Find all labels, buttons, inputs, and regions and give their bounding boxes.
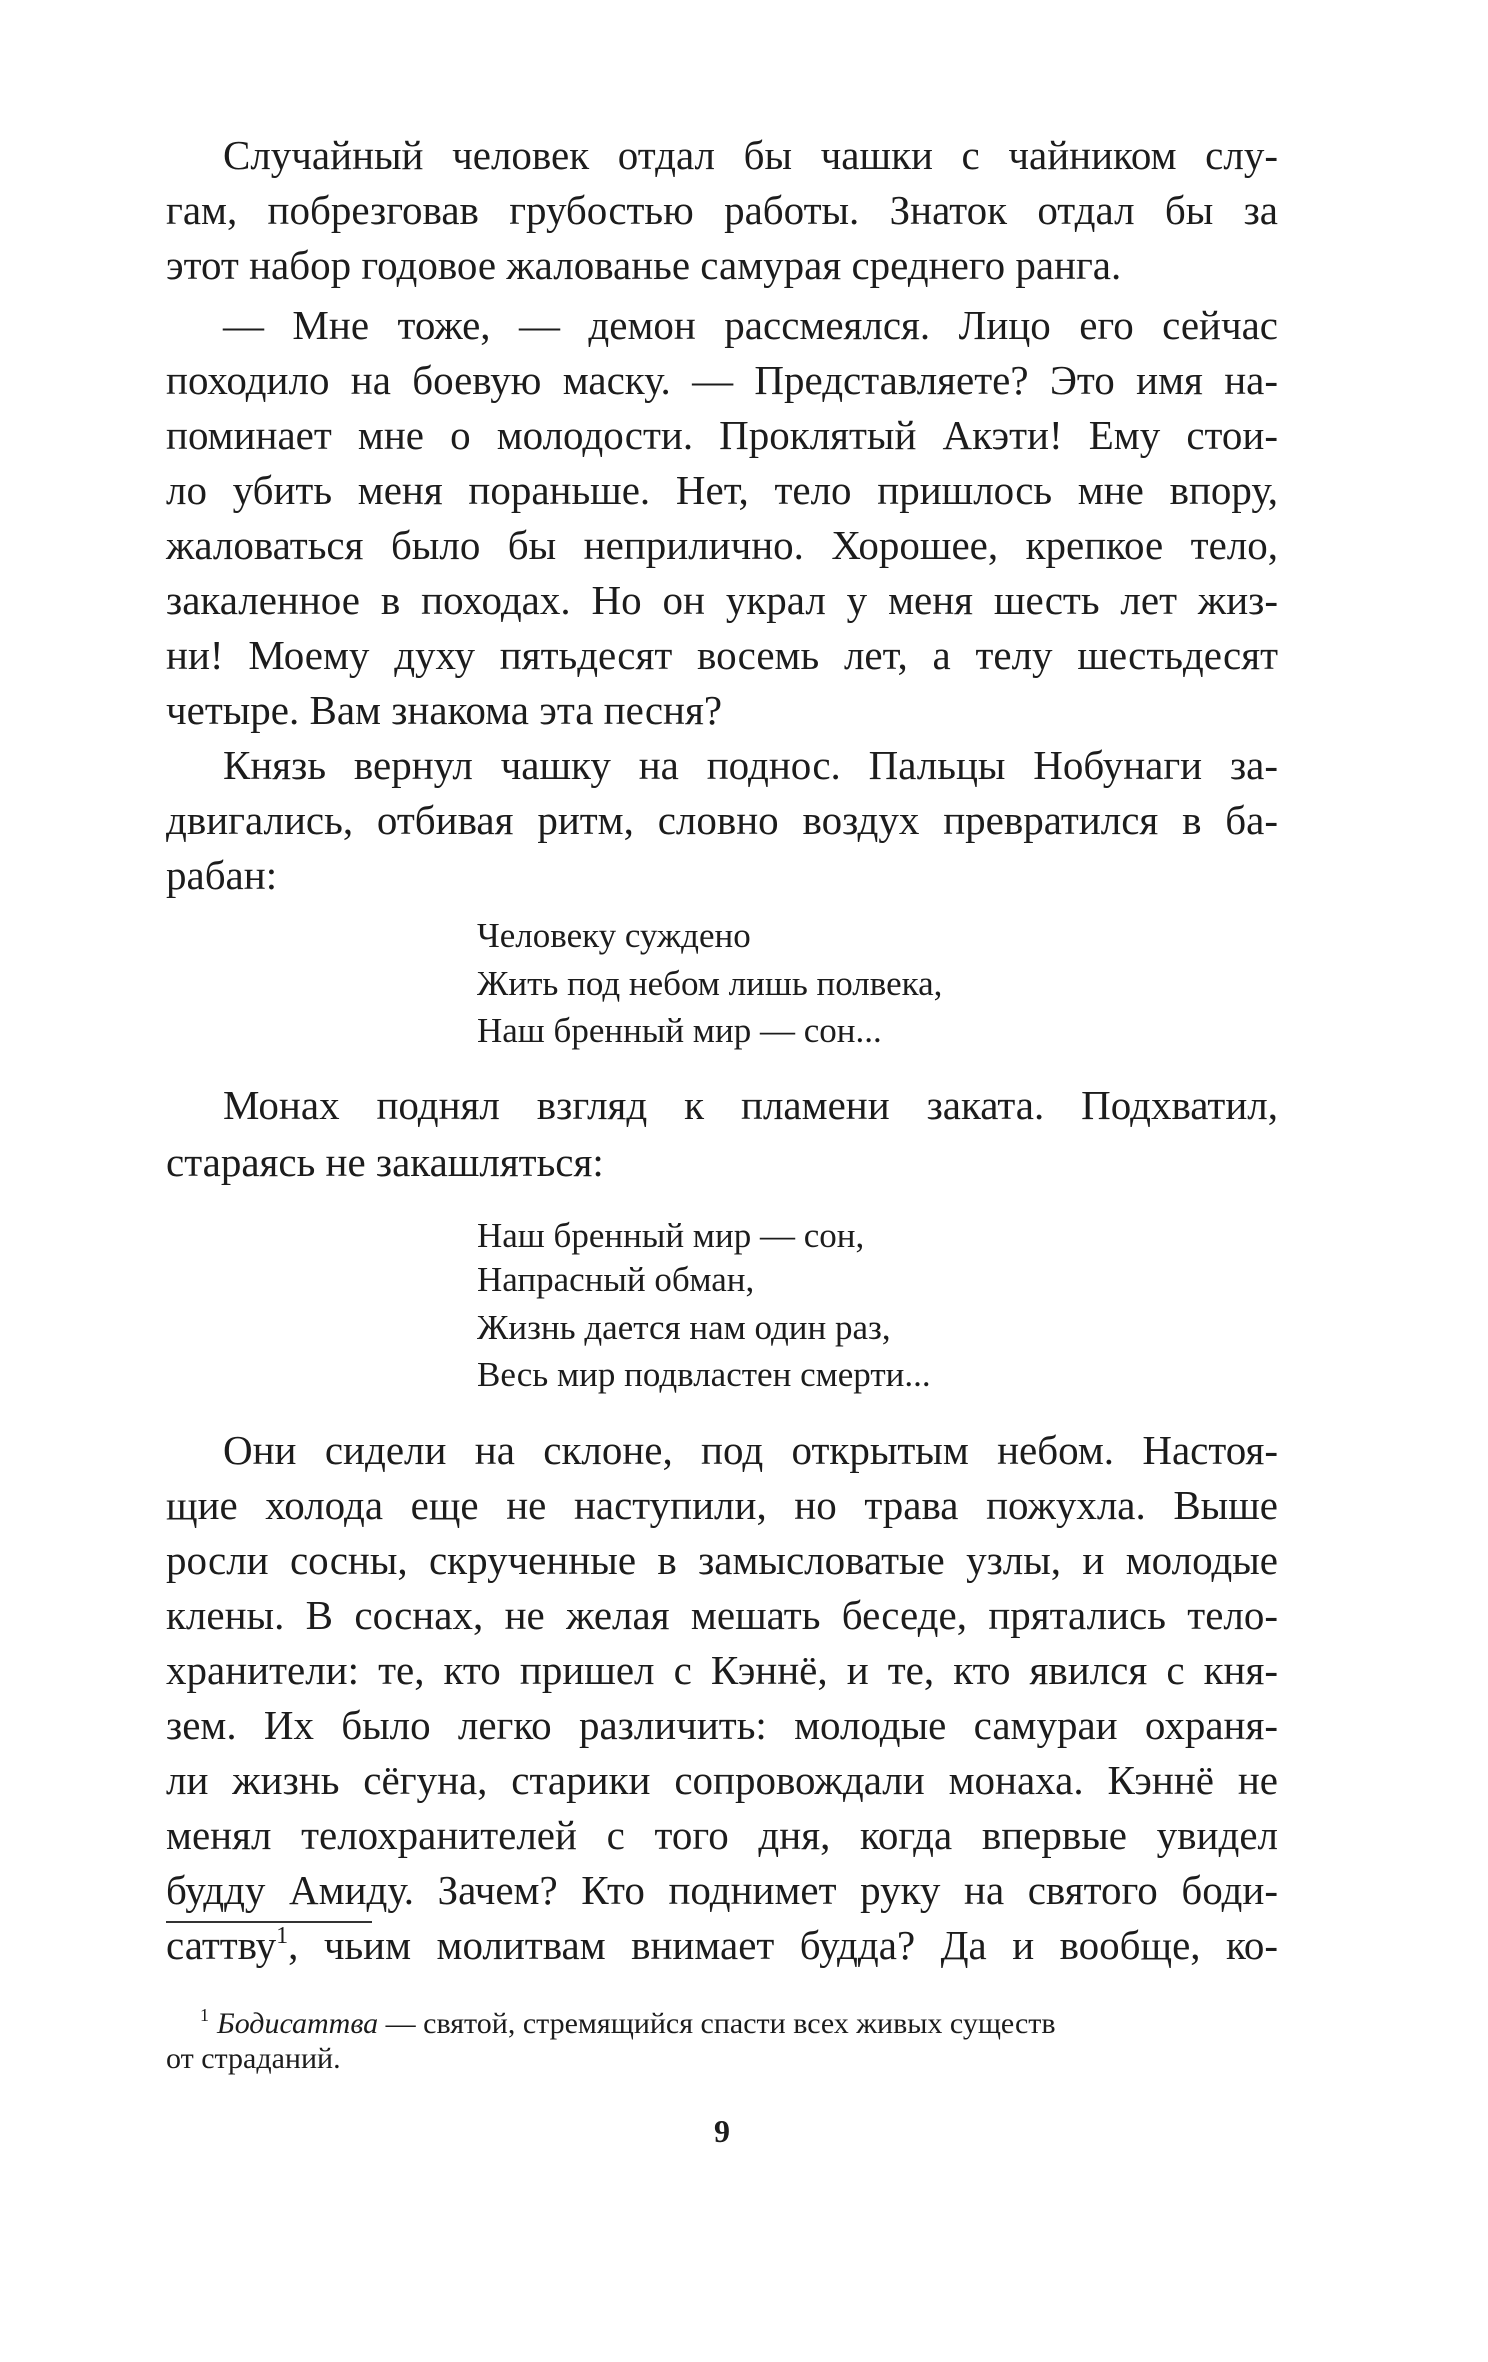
body-line: ло убить меня пораньше. Нет, тело пришлось мне впору, (166, 467, 1278, 513)
verse-line: Жизнь дается нам один раз, (477, 1308, 891, 1347)
verse-line: Весь мир подвластен смерти... (477, 1355, 931, 1394)
body-line: росли сосны, скрученные в замысловатые узлы, и молодые (166, 1537, 1278, 1583)
footnote-divider (166, 1921, 372, 1923)
body-line: Случайный человек отдал бы чашки с чайником слу- (223, 132, 1278, 178)
body-line: зем. Их было легко различить: молодые самураи охраня- (166, 1702, 1278, 1748)
body-line: двигались, отбивая ритм, словно воздух превратился в ба- (166, 797, 1278, 843)
body-line: Князь вернул чашку на поднос. Пальцы Нобунаги за- (223, 742, 1278, 788)
body-line: стараясь не закашляться: (166, 1139, 604, 1185)
body-line: ни! Моему духу пятьдесят восемь лет, а телу шестьдесят (166, 632, 1278, 678)
body-line: хранители: те, кто пришел с Кэннё, и те, кто явился с кня- (166, 1647, 1278, 1693)
verse-line: Наш бренный мир — сон, (477, 1216, 865, 1255)
footnote-mark: 1 (200, 2005, 209, 2025)
body-text: , чьим молитвам внимает будда? Да и вообще, ко- (288, 1922, 1278, 1968)
verse-line: Жить под небом лишь полвека, (477, 964, 943, 1003)
footnote-text: от страданий. (166, 2042, 341, 2075)
body-line: будду Амиду. Зачем? Кто поднимет руку на святого боди- (166, 1867, 1278, 1913)
body-line: Они сидели на склоне, под открытым небом. Настоя- (223, 1427, 1278, 1473)
verse-line: Человеку суждено (477, 916, 751, 955)
body-line (166, 1922, 1278, 1968)
body-line: поминает мне о молодости. Проклятый Акэти! Ему стои- (166, 412, 1278, 458)
body-line: четыре. Вам знакома эта песня? (166, 687, 723, 733)
body-line: ли жизнь сёгуна, старики сопровождали монаха. Кэннё не (166, 1757, 1278, 1803)
page-number: 9 (714, 2113, 730, 2149)
body-line: — Мне тоже, — демон рассмеялся. Лицо его сейчас (223, 302, 1278, 348)
body-line: рабан: (166, 852, 278, 898)
body-line: Монах поднял взгляд к пламени заката. Подхватил, (223, 1082, 1278, 1128)
footnote-line (200, 2006, 1056, 2039)
body-line: этот набор годовое жалованье самурая среднего ранга. (166, 242, 1122, 288)
body-line: щие холода еще не наступили, но трава пожухла. Выше (166, 1482, 1278, 1528)
body-text: саттву (166, 1922, 277, 1968)
footnote-reference[interactable]: 1 (276, 1923, 289, 1949)
footnote-line (166, 2044, 341, 2074)
footnote-term: Бодисаттва (217, 2007, 379, 2040)
verse-line: Наш бренный мир — сон... (477, 1011, 882, 1050)
body-line: закаленное в походах. Но он украл у меня шесть лет жиз- (166, 577, 1278, 623)
body-line: походило на боевую маску. — Представляете? Это имя на- (166, 357, 1278, 403)
body-line: клены. В соснах, не желая мешать беседе, прятались тело- (166, 1592, 1278, 1638)
body-line: гам, побрезговав грубостью работы. Знаток отдал бы за (166, 187, 1278, 233)
footnote-text: — святой, стремящийся спасти всех живых существ (378, 2007, 1056, 2040)
body-line: жаловаться было бы неприлично. Хорошее, крепкое тело, (166, 522, 1278, 568)
body-line: менял телохранителей с того дня, когда впервые увидел (166, 1812, 1278, 1858)
verse-line: Напрасный обман, (477, 1260, 755, 1299)
